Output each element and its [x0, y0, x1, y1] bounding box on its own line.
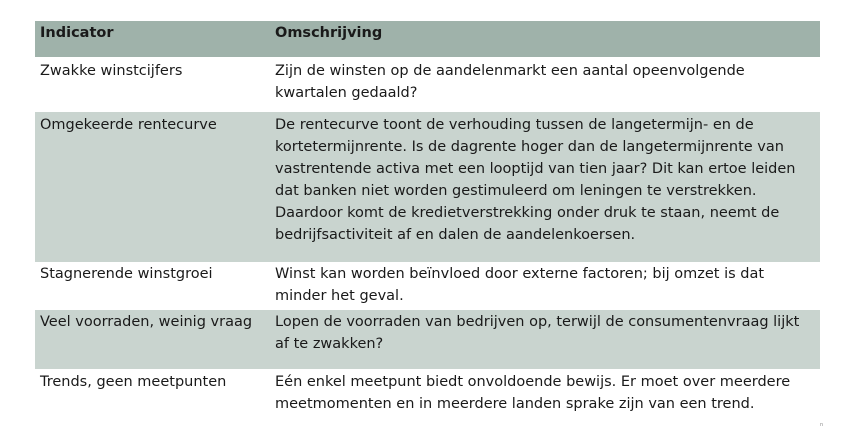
- table-row: [35, 262, 820, 310]
- row-description: Lopen de voorraden van bedrijven op, terwijl de consumentenvraag lijkt af te zwakken?: [275, 314, 800, 352]
- indicator-table: [35, 21, 820, 424]
- table-row: [35, 112, 820, 262]
- row-indicator: Veel voorraden, weinig vraag: [40, 314, 253, 330]
- row-description: Winst kan worden beïnvloed door externe factoren; bij omzet is dat minder het geval.: [275, 266, 765, 304]
- table-header: [35, 21, 820, 57]
- row-indicator: Zwakke winstcijfers: [40, 63, 183, 79]
- row-indicator: Omgekeerde rentecurve: [40, 117, 217, 133]
- table-row: [35, 310, 820, 369]
- table-row: [35, 369, 820, 424]
- header-indicator: Indicator: [40, 25, 114, 41]
- row-indicator: Trends, geen meetpunten: [40, 374, 227, 390]
- row-description: De rentecurve toont de verhouding tussen de langetermijn- en de kortetermijnrente. Is de dagrente hoger dan de langetermijnrente van vastrentende activa met een looptijd van tien jaar? Dit kan ertoe leiden dat banken niet worden gestimuleerd om leningen te verstrekken. Daardoor komt de kredietverstrekking onder druk te staan, neemt de bedrijfsactiviteit af en dalen de aandelenkoersen.: [275, 117, 796, 243]
- row-description: Zijn de winsten op de aandelenmarkt een aantal opeenvolgende kwartalen gedaald?: [275, 63, 745, 101]
- row-indicator: Stagnerende winstgroei: [40, 266, 213, 282]
- row-description: Eén enkel meetpunt biedt onvoldoende bewijs. Er moet over meerdere meetmomenten en in meerdere landen sprake zijn van een trend.: [275, 374, 791, 412]
- footnote-mark: n: [820, 422, 824, 428]
- table-row: [35, 57, 820, 112]
- header-description: Omschrijving: [275, 25, 383, 41]
